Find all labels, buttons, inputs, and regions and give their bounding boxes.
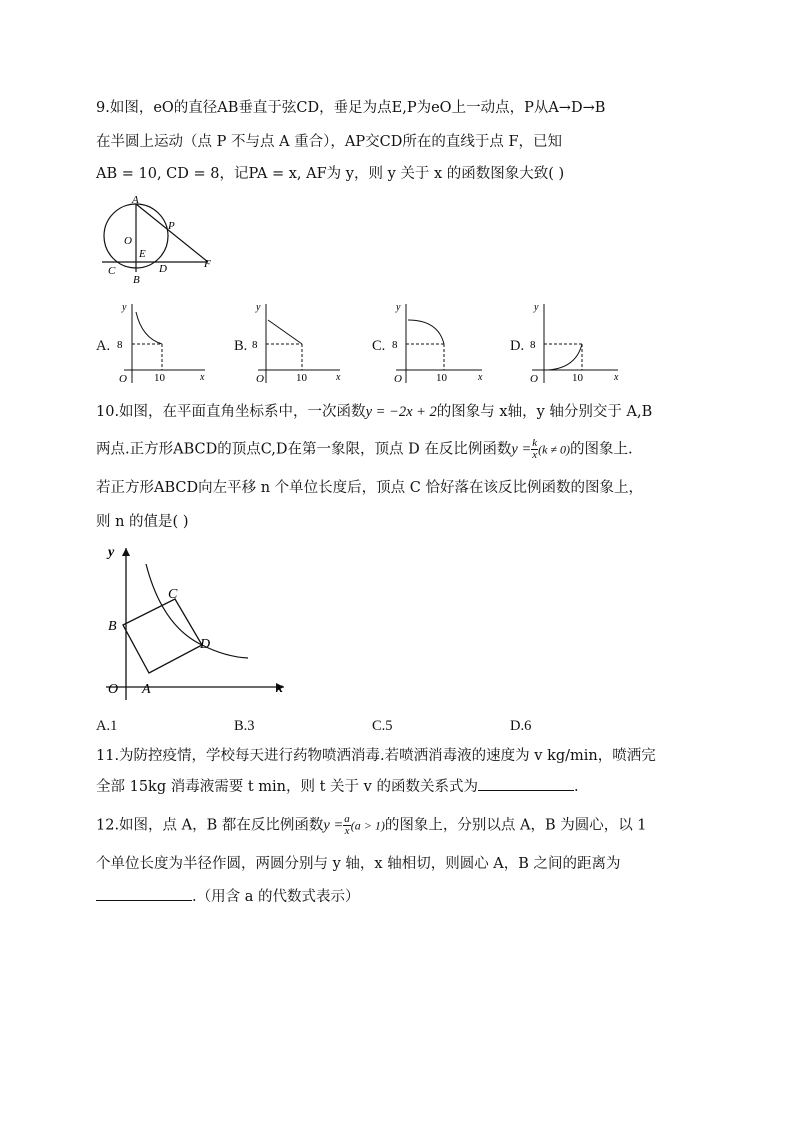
q10-choice-a[interactable]: A.1 bbox=[96, 718, 118, 734]
q9-d-ytick: 8 bbox=[530, 339, 536, 351]
q9-label-d: D bbox=[159, 263, 167, 275]
q9-option-a-label[interactable]: A. bbox=[96, 338, 111, 354]
q11-line-1: 11.为防控疫情，学校每天进行药物喷洒消毒.若喷洒消毒液的速度为 v kg/min，喷洒完 bbox=[96, 748, 656, 764]
q9-b-origin: O bbox=[256, 373, 264, 385]
svg-text:O: O bbox=[108, 682, 119, 697]
svg-text:y: y bbox=[108, 545, 115, 560]
q10-choice-b[interactable]: B.3 bbox=[234, 718, 255, 734]
q9-a-xtick: 10 bbox=[154, 372, 165, 384]
q9-a-ytick: 8 bbox=[117, 339, 123, 351]
svg-text:A: A bbox=[142, 682, 151, 697]
svg-text:C: C bbox=[168, 587, 178, 602]
svg-text:x: x bbox=[276, 681, 283, 696]
q9-label-o: O bbox=[124, 235, 132, 247]
q10-line-4: 则 n 的值是( ) bbox=[96, 514, 189, 530]
q9-label-f: F bbox=[204, 258, 211, 270]
q9-d-yaxis: y bbox=[534, 302, 539, 313]
q9-label-a: A bbox=[132, 194, 139, 206]
q12-line-2: 个单位长度为半径作圆，两圆分别与 y 轴，x 轴相切，则圆心 A，B 之间的距离为 bbox=[96, 856, 621, 872]
q12-line-1: 12.如图，点 A，B 都在反比例函数y = $\frac{a}{x}$ (a > 1)的图象上，分别以点 A，B 为圆心，以 1 bbox=[96, 813, 647, 837]
q11-line-2: 全部 15kg 消毒液需要 t min，则 t 关于 v 的函数关系式为 . bbox=[96, 776, 579, 797]
q9-c-xtick: 10 bbox=[436, 372, 447, 384]
q9-b-yaxis: y bbox=[256, 302, 261, 313]
q10-choice-d[interactable]: D.6 bbox=[510, 718, 532, 734]
q9-line-2: 在半圆上运动（点 P 不与点 A 重合），AP交CD所在的直线于点 F，已知 bbox=[96, 134, 563, 150]
svg-text:D: D bbox=[200, 637, 211, 652]
q10-square bbox=[123, 599, 202, 673]
q9-line-af bbox=[136, 204, 208, 262]
q9-c-ytick: 8 bbox=[392, 339, 398, 351]
svg-text:B: B bbox=[108, 619, 117, 634]
q9-option-b-graph[interactable] bbox=[250, 298, 350, 388]
q9-option-c-graph[interactable] bbox=[388, 298, 488, 388]
q9-d-origin: O bbox=[530, 373, 538, 385]
q9-circle-figure bbox=[96, 194, 226, 286]
q10-line-1: 10.如图，在平面直角坐标系中，一次函数y = −2x + 2的图象与 x轴，y 轴分别交于 A,B bbox=[96, 404, 653, 420]
q9-c-origin: O bbox=[394, 373, 402, 385]
q9-c-yaxis: y bbox=[396, 302, 401, 313]
q9-label-c: C bbox=[108, 265, 116, 277]
q9-option-d-label[interactable]: D. bbox=[510, 338, 525, 354]
q9-d-xtick: 10 bbox=[572, 372, 583, 384]
q10-coordinate-figure bbox=[96, 540, 296, 705]
q9-c-xaxis: x bbox=[478, 372, 483, 383]
q9-a-origin: O bbox=[119, 373, 127, 385]
q9-option-d-graph[interactable] bbox=[526, 298, 626, 388]
q12-line-3: .（用含 a 的代数式表示） bbox=[96, 886, 359, 907]
q9-label-p: P bbox=[168, 220, 175, 232]
q12-answer-blank[interactable] bbox=[96, 886, 192, 901]
q9-option-a-graph[interactable] bbox=[110, 298, 210, 388]
q9-line-3: AB = 10, CD = 8，记PA = x, AF为 y，则 y 关于 x 的函数图象大致( ) bbox=[96, 166, 565, 182]
q9-b-xtick: 10 bbox=[296, 372, 307, 384]
q9-b-ytick: 8 bbox=[252, 339, 258, 351]
q9-label-e: E bbox=[139, 248, 146, 260]
q10-line-3: 若正方形ABCD向左平移 n 个单位长度后，顶点 C 恰好落在该反比例函数的图象上， bbox=[96, 480, 643, 496]
q9-option-c-label[interactable]: C. bbox=[372, 338, 386, 354]
q9-b-xaxis: x bbox=[336, 372, 341, 383]
q9-line-1: 9.如图，eO的直径AB垂直于弦CD，垂足为点E,P为eO上一动点，P从A→D→B bbox=[96, 100, 606, 116]
q10-choice-c[interactable]: C.5 bbox=[372, 718, 393, 734]
q9-a-xaxis: x bbox=[200, 372, 205, 383]
q9-label-b: B bbox=[133, 274, 140, 286]
q10-line-2: 两点.正方形ABCD的顶点C,D在第一象限，顶点 D 在反比例函数y = $\frac{k}{x}$ (k ≠ 0)的图象上. bbox=[96, 437, 633, 461]
q9-d-xaxis: x bbox=[614, 372, 619, 383]
q9-a-yaxis: y bbox=[122, 302, 127, 313]
q9-option-b-label[interactable]: B. bbox=[234, 338, 248, 354]
q11-answer-blank[interactable] bbox=[478, 776, 574, 791]
